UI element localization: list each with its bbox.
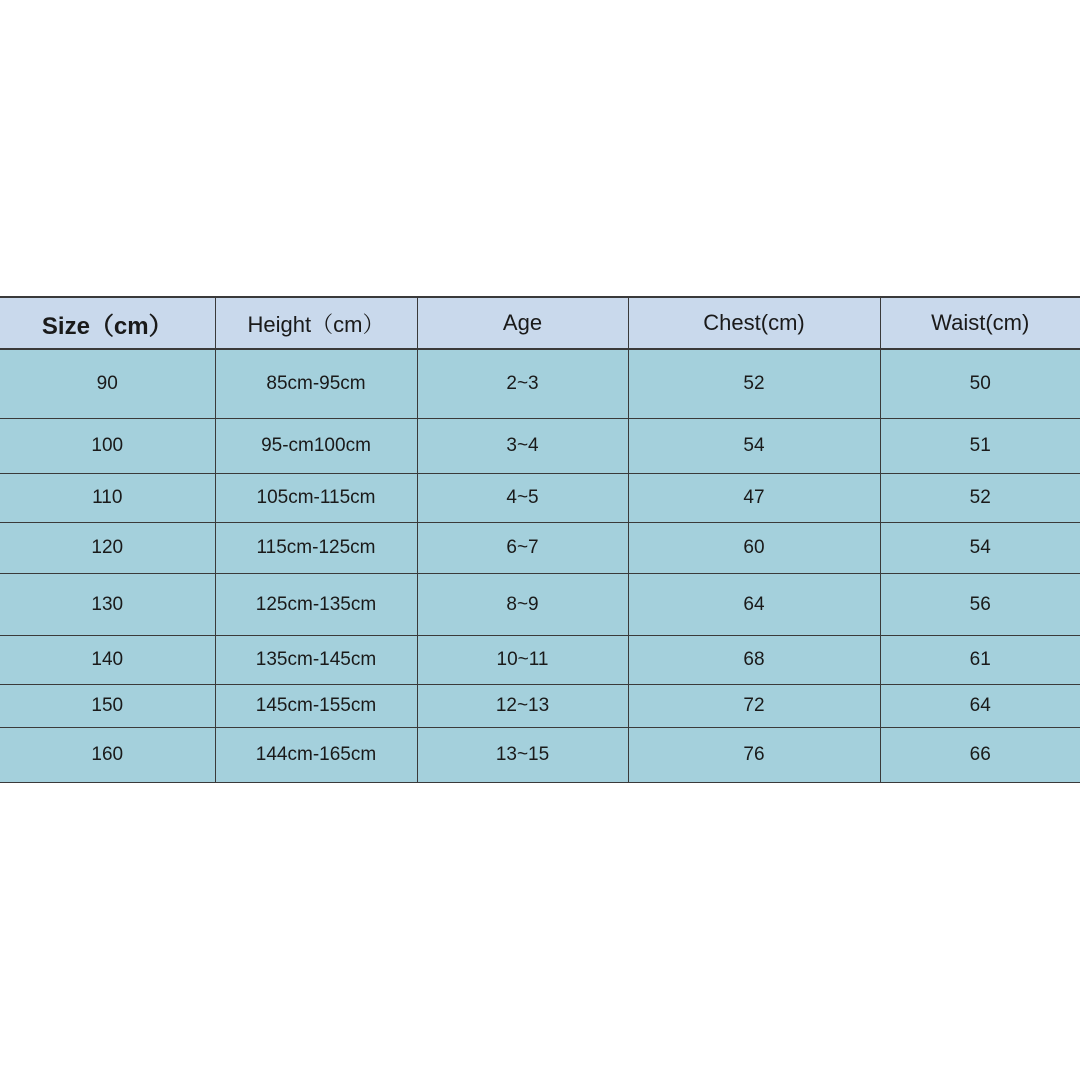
table-row bbox=[0, 349, 1080, 419]
size-cell: 120 bbox=[0, 523, 215, 574]
age-cell: 3~4 bbox=[417, 419, 628, 474]
height-cell: 145cm-155cm bbox=[215, 685, 417, 728]
waist-cell: 66 bbox=[880, 728, 1080, 783]
size-cell: 110 bbox=[0, 474, 215, 523]
chest-cell: 60 bbox=[628, 523, 880, 574]
age-cell: 10~11 bbox=[417, 636, 628, 685]
age-cell: 12~13 bbox=[417, 685, 628, 728]
chest-cell: 54 bbox=[628, 419, 880, 474]
height-cell: 115cm-125cm bbox=[215, 523, 417, 574]
height-cell: 125cm-135cm bbox=[215, 574, 417, 636]
table-row bbox=[0, 728, 1080, 783]
table-row bbox=[0, 636, 1080, 685]
chest-cell: 72 bbox=[628, 685, 880, 728]
height-cell: 105cm-115cm bbox=[215, 474, 417, 523]
age-cell: 4~5 bbox=[417, 474, 628, 523]
table-row bbox=[0, 419, 1080, 474]
waist-cell: 52 bbox=[880, 474, 1080, 523]
size-cell: 140 bbox=[0, 636, 215, 685]
height-cell: 85cm-95cm bbox=[215, 349, 417, 419]
size-chart-table bbox=[0, 296, 1080, 783]
height-cell: 135cm-145cm bbox=[215, 636, 417, 685]
chest-cell: 76 bbox=[628, 728, 880, 783]
height-cell: 144cm-165cm bbox=[215, 728, 417, 783]
height-cell: 95-cm100cm bbox=[215, 419, 417, 474]
size-cell: 100 bbox=[0, 419, 215, 474]
table-row bbox=[0, 523, 1080, 574]
column-header-size: Size（cm） bbox=[0, 297, 215, 349]
chest-cell: 52 bbox=[628, 349, 880, 419]
waist-cell: 54 bbox=[880, 523, 1080, 574]
table-row bbox=[0, 474, 1080, 523]
waist-cell: 56 bbox=[880, 574, 1080, 636]
chest-cell: 68 bbox=[628, 636, 880, 685]
column-header-waist: Waist(cm) bbox=[880, 297, 1080, 349]
age-cell: 2~3 bbox=[417, 349, 628, 419]
column-header-height: Height（cm） bbox=[215, 297, 417, 349]
table-row bbox=[0, 574, 1080, 636]
age-cell: 6~7 bbox=[417, 523, 628, 574]
size-cell: 160 bbox=[0, 728, 215, 783]
age-cell: 8~9 bbox=[417, 574, 628, 636]
waist-cell: 51 bbox=[880, 419, 1080, 474]
chest-cell: 47 bbox=[628, 474, 880, 523]
waist-cell: 50 bbox=[880, 349, 1080, 419]
size-cell: 130 bbox=[0, 574, 215, 636]
column-header-age: Age bbox=[417, 297, 628, 349]
size-cell: 90 bbox=[0, 349, 215, 419]
table-row bbox=[0, 685, 1080, 728]
age-cell: 13~15 bbox=[417, 728, 628, 783]
waist-cell: 64 bbox=[880, 685, 1080, 728]
chest-cell: 64 bbox=[628, 574, 880, 636]
column-header-chest: Chest(cm) bbox=[628, 297, 880, 349]
waist-cell: 61 bbox=[880, 636, 1080, 685]
table-header-row bbox=[0, 297, 1080, 349]
size-cell: 150 bbox=[0, 685, 215, 728]
